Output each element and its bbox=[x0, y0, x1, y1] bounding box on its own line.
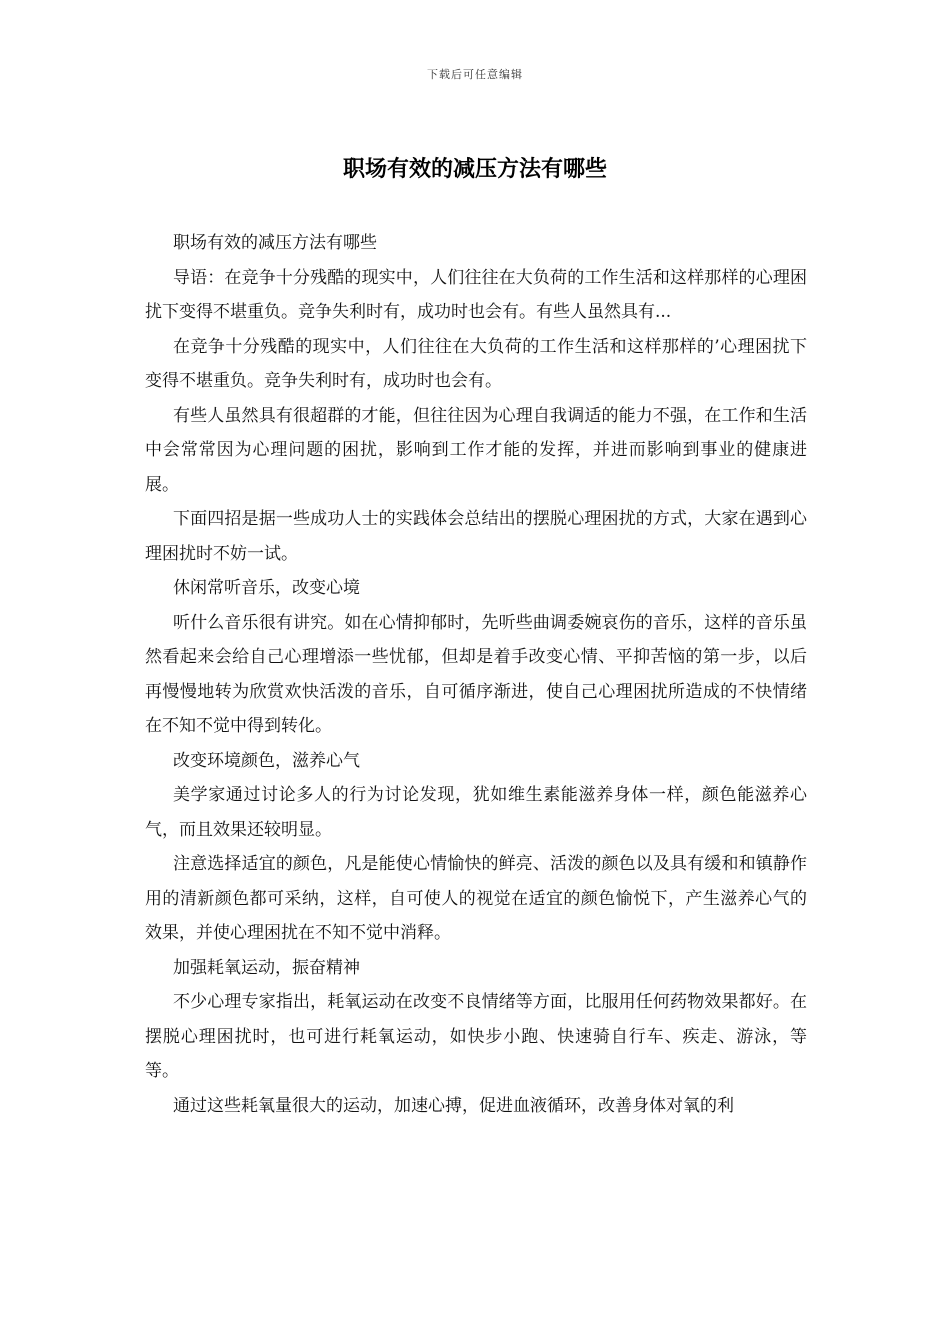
paragraph: 下面四招是据一些成功人士的实践体会总结出的摆脱心理困扰的方式，大家在遇到心理困扰时不妨一试。 bbox=[145, 509, 807, 564]
paragraph: 职场有效的减压方法有哪些 bbox=[173, 233, 377, 253]
paragraph: 不少心理专家指出，耗氧运动在改变不良情绪等方面，比服用任何药物效果都好。在摆脱心理困扰时，也可进行耗氧运动，如快步小跑、快速骑自行车、疾走、游泳，等等。 bbox=[145, 992, 807, 1081]
section-heading: 改变环境颜色，滋养心气 bbox=[173, 750, 360, 771]
paragraph: 在竞争十分残酷的现实中，人们往往在大负荷的工作生活和这样那样的’心理困扰下变得不堪重负。竞争失利时有，成功时也会有。 bbox=[145, 336, 807, 391]
paragraph: 注意选择适宜的颜色，凡是能使心情愉快的鲜亮、活泼的颜色以及具有缓和和镇静作用的清新颜色都可采纳，这样，自可使人的视觉在适宜的颜色愉悦下，产生滋养心气的效果，并使心理困扰在不知不觉中消释。 bbox=[145, 854, 807, 943]
document-body bbox=[145, 226, 807, 1123]
paragraph: 有些人虽然具有很超群的才能，但往往因为心理自我调适的能力不强，在工作和生活中会常常因为心理问题的困扰，影响到工作才能的发挥，并进而影响到事业的健康进展。 bbox=[145, 405, 807, 495]
section-heading: 休闲常听音乐，改变心境 bbox=[173, 578, 360, 598]
paragraph: 导语：在竞争十分残酷的现实中，人们往往在大负荷的工作生活和这样那样的心理困扰下变得不堪重负。竞争失利时有，成功时也会有。有些人虽然具有... bbox=[145, 267, 807, 322]
header-note: 下载后可任意编辑 bbox=[427, 68, 523, 81]
paragraph: 通过这些耗氧量很大的运动，加速心搏，促进血液循环，改善身体对氧的利 bbox=[173, 1095, 734, 1116]
document-title: 职场有效的减压方法有哪些 bbox=[342, 156, 607, 182]
paragraph: 美学家通过讨论多人的行为讨论发现，犹如维生素能滋养身体一样，颜色能滋养心气，而且效果还较明显。 bbox=[145, 785, 807, 840]
paragraph: 听什么音乐很有讲究。如在心情抑郁时，先听些曲调委婉哀伤的音乐，这样的音乐虽然看起来会给自己心理增添一些忧郁，但却是着手改变心情、平抑苦恼的第一步，以后再慢慢地转为欣赏欢快活泼的音乐，自可循序渐进，使自己心理困扰所造成的不快情绪在不知不觉中得到转化。 bbox=[145, 612, 807, 736]
section-heading: 加强耗氧运动，振奋精神 bbox=[173, 957, 360, 978]
